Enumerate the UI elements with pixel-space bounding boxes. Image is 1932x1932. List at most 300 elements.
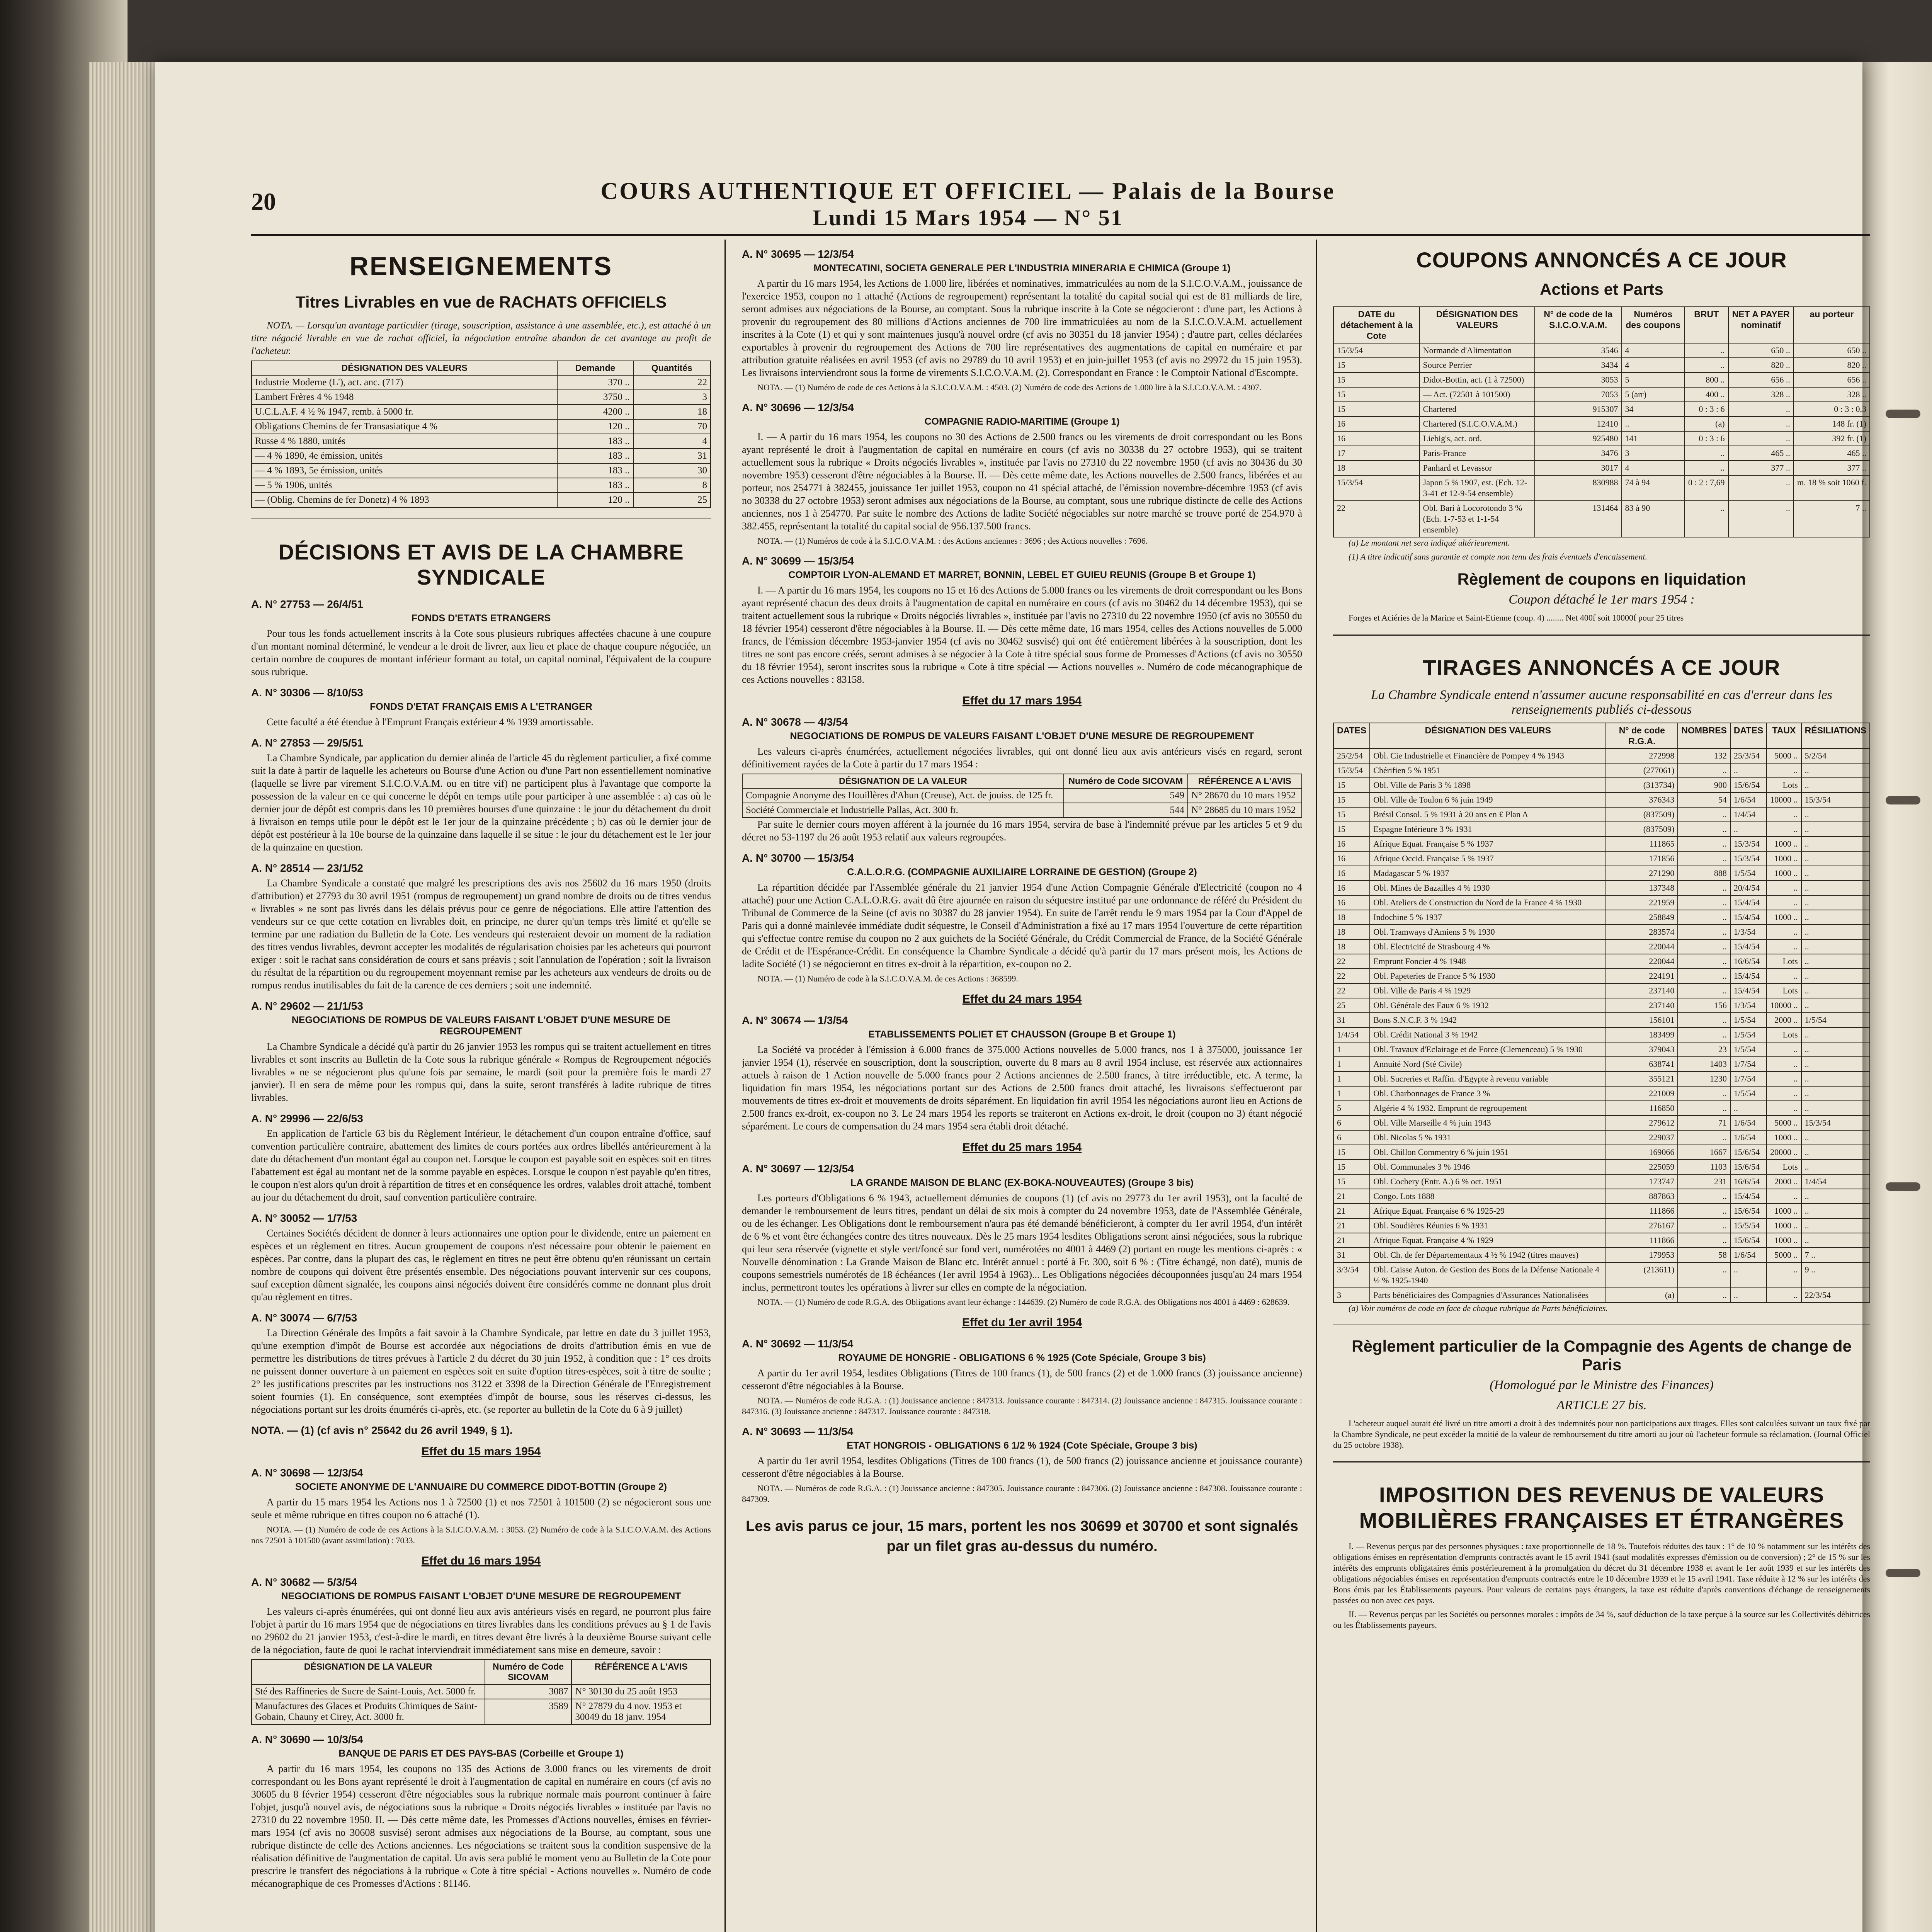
table-cell: 225059 [1606,1160,1678,1174]
table-cell: .. [1801,1130,1870,1145]
table-cell: 10000 .. [1767,793,1801,807]
table-cell: 25 [633,493,711,507]
table-cell: 16/6/54 [1730,954,1767,969]
table-row [1333,1174,1870,1189]
table-cell: .. [1728,475,1794,501]
table-row [1333,372,1870,387]
table-cell: Brésil Consol. 5 % 1931 à 20 ans en £ Plan A [1370,807,1606,822]
coupons-subtitle: Actions et Parts [1540,280,1663,298]
table-cell: .. [1801,895,1870,910]
table-cell: .. [1730,1101,1767,1116]
table-cell: Obl. Charbonnages de France 3 % [1370,1086,1606,1101]
table-cell: .. [1678,763,1730,778]
table-cell: .. [1767,1189,1801,1204]
table-cell: 1403 [1678,1057,1730,1071]
table-cell: 120 .. [557,493,633,507]
table-cell: Obl. Soudières Réunies 6 % 1931 [1370,1218,1606,1233]
table-cell: 221959 [1606,895,1678,910]
table-row [1333,1288,1870,1303]
table-cell: 15 [1333,1145,1370,1160]
avis-text: Les valeurs ci-après énumérées, actuellement négociées livrables, qui ont donné lieu aux avis antérieurs visés en regard, seront définitivement rayées de la Cote à partir du 17 mars 1954 : [742,746,1302,770]
table-cell: 15/6/54 [1730,1233,1767,1248]
table-cell: Obl. Ch. de fer Départementaux 4 ½ % 1942 (titres mauves) [1370,1248,1606,1262]
table-row [1333,1101,1870,1116]
table-cell: 116850 [1606,1101,1678,1116]
effet-heading: Effet du 16 mars 1954 [421,1554,541,1567]
avis-ref: NOTA. — (1) (cf avis n° 25642 du 26 avril 1949, § 1). [251,1424,513,1436]
avis-ref: A. N° 30693 — 11/3/54 [742,1425,854,1437]
table-cell: .. [1730,1288,1767,1303]
table-cell: Lots [1767,954,1801,969]
table-cell: .. [1801,983,1870,998]
table-cell: Lots [1767,983,1801,998]
table-cell: 31 [1333,1248,1370,1262]
avis-text: La Direction Générale des Impôts a fait savoir à la Chambre Syndicale, par lettre en date du 3 juillet 1953, qu'une exemption d'impôt de Bourse est accordée aux négociations de droits d'attribution émis en vue de permettre les distributions de titres prévues à l'article 2 du décret du 30 juin 1952, à condition que : 1° ces droits ne puissent donner ouverture à un paiement en espèces soit en suite d'option titres-espèces, soit à titre de soulte ; 2° les justifications prescrites par les instructions nos 3122 et 3398 de la Direction Générale de l'Enregistrement soient fournies (1). En conséquence, sont exemptées d'impôt de bourse, sous les réserves ci-dessus, les négociations portant sur les droits énumérés ci-après, etc. (se reporter au bulletin de la Cote du 6 à 9 juillet) [251,1327,711,1415]
table-row [1333,866,1870,881]
table-cell: Bons S.N.C.F. 3 % 1942 [1370,1013,1606,1027]
avis-ref: A. N° 30699 — 15/3/54 [742,555,854,567]
avis-text: Pour tous les fonds actuellement inscrits à la Cote sous plusieurs rubriques affectées chacune à une coupure d'un montant nominal déterminé, le vendeur a le droit de livrer, aux lieu et place de chaque coupure négociée, un certain nombre de coupures de montant inférieur formant au total, un capital nominal, l'équivalent de la coupure sous rubrique. [251,628,711,677]
table-cell: Obligations Chemins de fer Transasiatique 4 % [252,419,557,434]
table-cell: Sté des Raffineries de Sucre de Saint-Louis, Act. 5000 fr. [252,1684,485,1699]
table-cell: N° 28685 du 10 mars 1952 [1188,803,1302,818]
table-cell: .. [1678,1204,1730,1218]
avis-text: A partir du 1er avril 1954, lesdites Obligations (Titres de 100 francs (1), de 500 francs (2) jouissance ancienne et jouissance courante) cesseront d'être négociables à la Bourse. [742,1455,1302,1479]
table-row [1333,1145,1870,1160]
avis-ref: A. N° 30074 — 6/7/53 [251,1312,357,1324]
table-cell: 15/6/54 [1730,1160,1767,1174]
table-cell: Obl. Ville de Toulon 6 % juin 1949 [1370,793,1606,807]
coupons-note: (1) A titre indicatif sans garantie et compte non tenu des frais éventuels d'encaissement. [1349,552,1647,561]
table-row [1333,895,1870,910]
newspaper-page [155,62,1870,1932]
table-cell: 0 : 3 : 6 [1685,431,1728,446]
table-row [1333,778,1870,793]
table-cell: 7053 [1535,387,1622,402]
avis-text: Les valeurs ci-après énumérées, qui ont donné lieu aux avis antérieurs visés en regard, ne pourront plus faire l'objet à partir du 16 mars 1954 que de négociations en titres livrables dans les conditions prévues au § 1 de l'avis no 29602 du 21 janvier 1953, c'est-à-dire le mardi, en titres devant être livrés à la deuxième Bourse suivant celle de la négociation, faute de quoi le rachat interviendrait immédiatement sans mise en demeure, savoir : [251,1606,711,1655]
avis-nota: NOTA. — Numéros de code R.G.A. : (1) Jouissance ancienne : 847305. Jouissance courante : 847306. (2) Jouissance ancienne : 847308. Jouissance courante : 847309. [742,1483,1302,1504]
avis-title: ETAT HONGROIS - OBLIGATIONS 6 1/2 % 1924 (Cote Spéciale, Groupe 3 bis) [847,1440,1197,1451]
table-row [1333,851,1870,866]
imposition-text: II. — Revenus perçus par les Sociétés ou personnes morales : impôts de 34 %, sauf déduction de la taxe perçue à la source sur les Collectivités débitrices ou les Établissements payeurs. [1333,1609,1870,1630]
table-row [1333,446,1870,461]
table-cell: 900 [1678,778,1730,793]
table-cell: N° 27879 du 4 nov. 1953 et 30049 du 18 janv. 1954 [571,1699,711,1725]
column-left [251,240,711,1932]
table-cell: 15/4/54 [1730,969,1767,983]
avis-text: A partir du 15 mars 1954 les Actions nos 1 à 72500 (1) et nos 72501 à 101500 (2) se négocieront sous une seule et même rubrique en titres coupon no 6 attaché (1). [251,1497,711,1520]
table-cell: 1/4/54 [1333,1027,1370,1042]
table-cell: 18 [1333,461,1420,475]
table-cell: 3087 [485,1684,572,1699]
table-cell: 1/5/54 [1730,1027,1767,1042]
table-cell: Obl. Cochery (Entr. A.) 6 % oct. 1951 [1370,1174,1606,1189]
table-cell: 8 [633,478,711,493]
table-cell: .. [1801,998,1870,1013]
table-cell: .. [1728,501,1794,537]
table-row [1333,1262,1870,1288]
table-cell: 31 [1333,1013,1370,1027]
avis-ref: A. N° 30674 — 1/3/54 [742,1014,848,1026]
table-cell: — 4 % 1893, 5e émission, unités [252,463,557,478]
table-row [1333,387,1870,402]
avis-ref: A. N° 30695 — 12/3/54 [742,248,854,260]
table-cell: Obl. Papeteries de France 5 % 1930 [1370,969,1606,983]
table-cell: .. [1801,1160,1870,1174]
table-cell: 183 .. [557,434,633,449]
column-header: Numéros des coupons [1622,307,1685,343]
table-cell: Chartered (S.I.C.O.V.A.M.) [1420,417,1535,431]
tirages-subtitle: La Chambre Syndicale entend n'assumer aucune responsabilité en cas d'erreur dans les renseignements publiés ci-dessous [1371,688,1832,717]
avis-text: A partir du 1er avril 1954, lesdites Obligations (Titres de 100 francs (1), de 500 francs (2) et de 1.000 francs (3) jouissance ancienne) cesseront d'être négociables à la Bourse. [742,1367,1302,1391]
table-cell: 17 [1333,446,1420,461]
table-cell: Didot-Bottin, act. (1 à 72500) [1420,372,1535,387]
table-row [1333,969,1870,983]
table-row [1333,763,1870,778]
table-row [1333,881,1870,895]
table-cell: 355121 [1606,1071,1678,1086]
table-cell: 3750 .. [557,390,633,405]
table-row [252,434,711,449]
table-row [1333,807,1870,822]
table-cell: 83 à 90 [1622,501,1685,537]
column-header: DÉSIGNATION DES VALEURS [252,361,557,375]
table-cell: .. [1730,822,1767,837]
avis-ref: A. N° 30698 — 12/3/54 [251,1467,363,1479]
avis-ref: A. N° 30682 — 5/3/54 [251,1576,357,1588]
table-cell: 1/6/54 [1730,1116,1767,1130]
avis-text: Certaines Sociétés décident de donner à leurs actionnaires une option pour le dividende, entre un paiement en espèces et un règlement en titres. Aucun groupement de coupons n'est nécessaire pour obtenir le paiement en espèces. Par contre, dans la plupart des cas, le règlement en titres ne peut être obtenu qu'en réunissant un certain nombre de coupons qui doivent être présentés ensemble. Des négociations pouvant intervenir sur ces coupons, sauf exception dûment signalée, les coupons ainsi négociés doivent être considérés comme ne donnant plus droit qu'au règlement en titres. [251,1228,711,1303]
table-cell: 272998 [1606,748,1678,763]
table-cell: .. [1678,1189,1730,1204]
table-cell: .. [1801,866,1870,881]
table-cell: 820 .. [1794,358,1870,372]
table-cell: 171856 [1606,851,1678,866]
effet-heading: Effet du 17 mars 1954 [962,694,1082,707]
table-cell: .. [1801,778,1870,793]
table-row [1333,461,1870,475]
table-row [252,463,711,478]
reglement-line: Forges et Aciéries de la Marine et Saint-Etienne (coup. 4) ........ Net 400f soit 10000f pour 25 titres [1349,613,1684,622]
table-row [1333,1057,1870,1071]
table-cell: 650 .. [1794,343,1870,358]
table-cell: 370 .. [557,375,633,390]
table-cell: 20/4/54 [1730,881,1767,895]
table-row [252,449,711,463]
header-rule [251,234,1870,236]
table-cell: .. [1801,881,1870,895]
table-cell: 15/6/54 [1730,1145,1767,1160]
table-cell: .. [1678,807,1730,822]
table-cell: Obl. Sucreries et Raffin. d'Egypte à revenu variable [1370,1071,1606,1086]
table-cell: 0 : 2 : 7,69 [1685,475,1728,501]
table-cell: Compagnie Anonyme des Houillères d'Ahun (Creuse), Act. de jouiss. de 125 fr. [742,788,1064,803]
table-cell: N° 28670 du 10 mars 1952 [1188,788,1302,803]
column-header: N° de code R.G.A. [1606,723,1678,748]
table-cell: 173747 [1606,1174,1678,1189]
column-middle [742,240,1302,1932]
avis-title: NEGOCIATIONS DE ROMPUS DE VALEURS FAISANT L'OBJET D'UNE MESURE DE REGROUPEMENT [790,731,1254,742]
table-cell: 1103 [1678,1160,1730,1174]
avis-title: COMPAGNIE RADIO-MARITIME (Groupe 1) [924,416,1120,427]
table-cell: 3/3/54 [1333,1262,1370,1288]
table-cell: 34 [1622,402,1685,417]
table-row [1333,1042,1870,1057]
table-cell: Obl. Tramways d'Amiens 5 % 1930 [1370,925,1606,939]
table-cell: 220044 [1606,939,1678,954]
table-cell: 15/5/54 [1730,1218,1767,1233]
column-header: DATES [1730,723,1767,748]
table-cell: .. [1678,969,1730,983]
table-cell: Obl. Electricité de Strasbourg 4 % [1370,939,1606,954]
column-header: DÉSIGNATION DES VALEURS [1370,723,1606,748]
table-cell: 15/3/54 [1730,851,1767,866]
table-cell: 4200 .. [557,405,633,419]
table-cell: 237140 [1606,983,1678,998]
table-cell: .. [1801,1101,1870,1116]
table-cell: 15/4/54 [1730,1189,1767,1204]
table-cell: Obl. Ateliers de Construction du Nord de la France 4 % 1930 [1370,895,1606,910]
table-cell: 15/3/54 [1801,1116,1870,1130]
table-cell: 1/4/54 [1801,1174,1870,1189]
table-cell: 54 [1678,793,1730,807]
table-cell: 6 [1333,1116,1370,1130]
table-cell: .. [1801,1057,1870,1071]
table-row [1333,998,1870,1013]
table-cell: Indochine 5 % 1937 [1370,910,1606,925]
effet-heading: Effet du 1er avril 1954 [962,1316,1082,1329]
table-row [252,1699,711,1725]
table-cell: 15/4/54 [1730,939,1767,954]
avis-ref: A. N° 29996 — 22/6/53 [251,1112,363,1124]
table-row [252,419,711,434]
table-cell: .. [1767,822,1801,837]
table-cell: 820 .. [1728,358,1794,372]
table-row [252,493,711,507]
table-cell: 1/6/54 [1730,793,1767,807]
rompus-table-17 [742,774,1302,818]
table-cell: 183 .. [557,449,633,463]
table-cell: Congo. Lots 1888 [1370,1189,1606,1204]
table-cell: 4 [1622,343,1685,358]
table-cell: .. [1801,822,1870,837]
table-cell: Source Perrier [1420,358,1535,372]
table-cell: .. [1801,1042,1870,1057]
table-cell: .. [1678,1086,1730,1101]
avis-text: Cette faculté a été étendue à l'Emprunt Français extérieur 4 % 1939 amortissable. [267,716,594,728]
table-cell: 1000 .. [1767,1204,1801,1218]
table-cell: .. [1685,358,1728,372]
avis-text: En application de l'article 63 bis du Règlement Intérieur, le détachement d'un coupon entraîne d'office, sauf convention particulière contraire, abattement des limites de cours portées aux ordres libellés antérieurement à la date du détachement d'un montant égal au coupon net. Lorsque le coupon est payable soit en espèces soit en titres l'abattement est égal au montant net de la somme payable en espèces. Lorsque le coupon n'est payable qu'en titres, le coupon n'est alors qu'un droit à répartition de titres et en conséquence les ordres, valables droit attaché, tombent au jour du détachement du droit, sauf convention particulière contraire. [251,1128,711,1203]
table-row [1333,501,1870,537]
table-cell: 179953 [1606,1248,1678,1262]
table-cell: .. [1678,1288,1730,1303]
table-cell: 1 [1333,1042,1370,1057]
agents-title: Règlement particulier de la Compagnie des Agents de change de Paris [1352,1337,1852,1374]
page-stack-edge [89,62,162,1932]
table-cell: .. [1767,895,1801,910]
avis-ref: A. N° 29602 — 21/1/53 [251,1000,363,1012]
table-row [1333,1189,1870,1204]
table-cell: Paris-France [1420,446,1535,461]
table-row [1333,402,1870,417]
decisions-title: DÉCISIONS ET AVIS DE LA CHAMBRE SYNDICALE [278,540,684,589]
table-row [1333,1233,1870,1248]
table-cell: 1000 .. [1767,910,1801,925]
table-cell: Société Commerciale et Industrielle Pallas, Act. 300 fr. [742,803,1064,818]
table-cell: 10000 .. [1767,998,1801,1013]
table-row [1333,1086,1870,1101]
table-cell: 328 .. [1728,387,1794,402]
table-cell: .. [1678,1101,1730,1116]
table-cell: 229037 [1606,1130,1678,1145]
table-cell: 15/3/54 [1801,793,1870,807]
table-cell: 220044 [1606,954,1678,969]
table-row [1333,822,1870,837]
table-cell: 111866 [1606,1204,1678,1218]
table-cell: (837509) [1606,822,1678,837]
avis-ref: A. N° 30052 — 1/7/53 [251,1212,357,1224]
table-row [252,405,711,419]
table-cell: 30 [633,463,711,478]
imposition-text: I. — Revenus perçus par des personnes physiques : taxe proportionnelle de 18 %. Toutefois réduites des taux : 1° de 10 % notamment sur les intérêts des obligations émises en représentation d'emprunts contractés avant le 15 avril 1941 (sauf modalités expresses d'émission ou de conversion) ; 2° de 15 % sur les intérêts des emprunts obligataires émis postérieurement à la promulgation du décret du 31 décembre 1938 et avant le 1er août 1939 et sur les intérêts des obligations négociables émises en représentation d'emprunts contractés entre le 10 décembre 1939 et le 15 avril 1941. Taxe réduite à 12 % sur les intérêts des Bons émis par les Établissements payeurs. Pour valeurs de certains pays étrangers, la taxe est réduite d'après conventions d'échange de renseignements passées ou non avec ces pays. [1333,1541,1870,1605]
effet-heading: Effet du 24 mars 1954 [962,993,1082,1005]
column-header: au porteur [1794,307,1870,343]
avis-nota: NOTA. — (1) Numéro de code à la S.I.C.O.V.A.M. de ces Actions : 368599. [757,974,1018,983]
table-cell: Lots [1767,1160,1801,1174]
table-cell: .. [1801,1233,1870,1248]
coupons-title: COUPONS ANNONCÉS A CE JOUR [1416,248,1787,272]
column-header: TAUX [1767,723,1801,748]
column-right [1333,240,1870,1932]
table-cell: 2000 .. [1767,1174,1801,1189]
table-cell: U.C.L.A.F. 4 ½ % 1947, remb. à 5000 fr. [252,405,557,419]
table-cell: 156101 [1606,1013,1678,1027]
column-header: N° de code de la S.I.C.O.V.A.M. [1535,307,1622,343]
decisions-list [251,598,711,1437]
tirages-title: TIRAGES ANNONCÉS A CE JOUR [1423,655,1781,680]
table-cell: 15/3/54 [1730,837,1767,851]
page-header-date: Lundi 15 Mars 1954 — N° 51 [813,205,1123,230]
table-cell: .. [1801,763,1870,778]
table-cell: .. [1801,1086,1870,1101]
column-header: RÉSILIATIONS [1801,723,1870,748]
table-cell: 3 [1333,1288,1370,1303]
column-header: NOMBRES [1678,723,1730,748]
table-cell: 3589 [485,1699,572,1725]
table-cell: 15/6/54 [1730,1204,1767,1218]
table-cell: 1 [1333,1086,1370,1101]
table-cell: 2000 .. [1767,1013,1801,1027]
table-cell: 279612 [1606,1116,1678,1130]
column-header: DÉSIGNATION DE LA VALEUR [742,774,1064,788]
table-cell: 71 [1678,1116,1730,1130]
tirages-note: (a) Voir numéros de code en face de chaque rubrique de Parts bénéficiaires. [1349,1303,1608,1313]
table-cell: 3434 [1535,358,1622,372]
table-row [1333,1071,1870,1086]
table-cell: Liebig's, act. ord. [1420,431,1535,446]
table-cell: .. [1767,1042,1801,1057]
table-cell: .. [1767,881,1801,895]
table-cell: .. [1767,807,1801,822]
avis-text: La Chambre Syndicale a décidé qu'à partir du 26 janvier 1953 les rompus qui se traitent actuellement en titres livrables et sont inscrits au Bulletin de la Cote sous la rubrique générale « Rompus de Regroupement négociés livrables » ne se négocieront plus qu'une fois par semaine, le mardi (soit pour la première fois le mardi 27 janvier). Il en sera de même pour les rompus qui, dans la suite, seront transférés à ladite rubrique de titres livrables. [251,1041,711,1103]
table-row [1333,431,1870,446]
table-cell: .. [1678,851,1730,866]
table-cell: 22 [1333,983,1370,998]
page-header-title: COURS AUTHENTIQUE ET OFFICIEL — Palais de la Bourse [600,178,1335,204]
table-cell: .. [1767,1101,1801,1116]
column-header: NET A PAYER nominatif [1728,307,1794,343]
table-cell: 131464 [1535,501,1622,537]
column-header: RÉFÉRENCE A L'AVIS [571,1660,711,1684]
table-cell: Obl. Crédit National 3 % 1942 [1370,1027,1606,1042]
table-cell: 15 [1333,778,1370,793]
table-cell: 1/5/54 [1801,1013,1870,1027]
page-number: 20 [251,188,276,215]
table-cell: 21 [1333,1204,1370,1218]
table-cell: .. [1678,837,1730,851]
avis-text: La Chambre Syndicale a constaté que malgré les prescriptions des avis nos 25602 du 16 mars 1950 (droits d'attribution) et 27793 du 30 avril 1951 (rompus de regroupement) un grand nombre de droits ou de titres vendus « livrables » ne sont pas livrés dans les délais prévus pour ce genre de négociations. Elle attire l'attention des vendeurs sur ce que cette cotation en livrables doit, en principe, ne durer qu'un temps très limité et qu'elle se termine par une radiation du Bulletin de la Cote. Les vendeurs qui resteraient devoir un moment de la radiation des titres vendus livrables, devront accepter les modalités de régularisation choisies par les acheteurs qui pourront exiger : soit le rachat sans considération de cours et sans préavis ; soit l'annulation de l'opération ; soit la livraison du résultat de la répartition ou du regroupement moyennant remise par les acheteurs aux vendeurs de droits ou de rompus rendus inutilisables du fait de la carence de ces derniers ; soit une indemnité. [251,878,711,991]
table-cell: 137348 [1606,881,1678,895]
table-cell: 16/6/54 [1730,1174,1767,1189]
table-cell: .. [1728,417,1794,431]
table-cell: Russe 4 % 1880, unités [252,434,557,449]
agents-sub: (Homologué par le Ministre des Finances) [1490,1378,1714,1392]
table-cell: 1/6/54 [1730,1248,1767,1262]
table-cell: 16 [1333,431,1420,446]
table-cell: 800 .. [1685,372,1728,387]
table-cell: .. [1685,461,1728,475]
table-cell: 25/3/54 [1730,748,1767,763]
reglement-sub: Coupon détaché le 1er mars 1954 : [1509,592,1695,607]
table-cell: Afrique Equat. Française 6 % 1925-29 [1370,1204,1606,1218]
avis-ref: A. N° 30306 — 8/10/53 [251,687,363,699]
table-cell: 465 .. [1728,446,1794,461]
table-cell: 1/5/54 [1730,1086,1767,1101]
table-cell: Afrique Equat. Française 4 % 1929 [1370,1233,1606,1248]
table-cell: Espagne Intérieure 3 % 1931 [1370,822,1606,837]
table-cell: 15/3/54 [1333,343,1420,358]
table-cell: .. [1801,1071,1870,1086]
table-cell: — (Oblig. Chemins de fer Donetz) 4 % 1893 [252,493,557,507]
table-cell: .. [1801,939,1870,954]
table-cell: 1 [1333,1071,1370,1086]
table-cell: .. [1678,939,1730,954]
table-cell: 15/4/54 [1730,983,1767,998]
table-cell: 3476 [1535,446,1622,461]
table-cell: .. [1678,910,1730,925]
table-row [1333,1218,1870,1233]
table-cell: 156 [1678,998,1730,1013]
table-cell: 377 .. [1728,461,1794,475]
table-cell: 1000 .. [1767,1130,1801,1145]
table-cell: 15 [1333,387,1420,402]
table-cell: 22/3/54 [1801,1288,1870,1303]
middle-entries [742,248,1302,686]
table-cell: 111865 [1606,837,1678,851]
table-cell: 23 [1678,1042,1730,1057]
table-row [1333,1116,1870,1130]
table-cell: 1/3/54 [1730,925,1767,939]
table-row [1333,910,1870,925]
column-header: Quantités [633,361,711,375]
table-row [1333,748,1870,763]
table-cell: .. [1801,910,1870,925]
table-cell: .. [1678,1262,1730,1288]
table-cell: 169066 [1606,1145,1678,1160]
table-row [1333,417,1870,431]
table-cell: 18 [633,405,711,419]
